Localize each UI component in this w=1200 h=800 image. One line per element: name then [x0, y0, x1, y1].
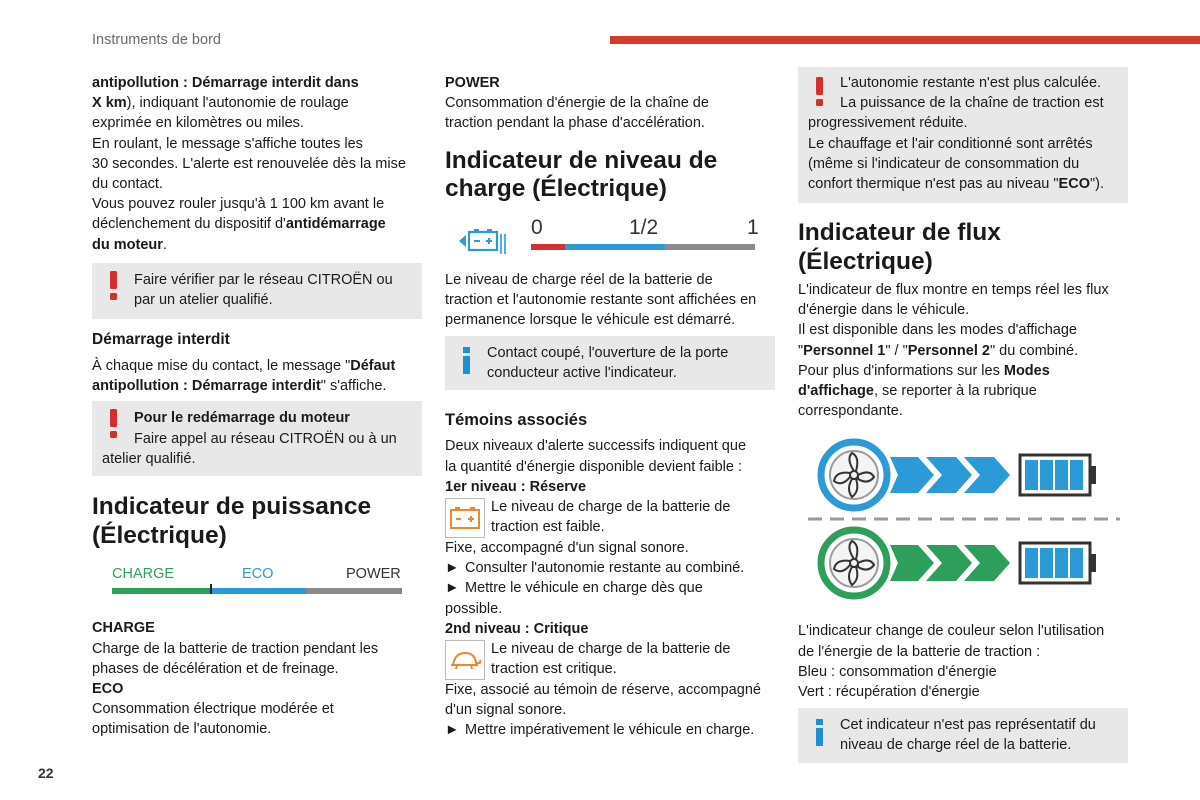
text-line: Vert : récupération d'énergie [798, 684, 980, 701]
page-number: 22 [38, 765, 54, 781]
text-line: Deux niveaux d'alerte successifs indiquent que [445, 438, 747, 455]
text-line: la quantité d'énergie disponible devient faible : [445, 458, 743, 475]
text-line: L'indicateur de flux montre en temps réel les flux [798, 282, 1109, 298]
text: . [162, 236, 167, 253]
battery-reserve-icon [445, 498, 485, 538]
text-line: traction pendant la phase d'accélération. [445, 115, 705, 132]
level1-block [445, 497, 775, 538]
gauge-label-power: POWER [346, 566, 401, 583]
text: À chaque mise du contact, le message " [92, 358, 351, 375]
battery-icon [1020, 543, 1096, 583]
text: " du combiné. [989, 342, 1079, 359]
warning-note [92, 401, 422, 476]
text-bold: antipollution : Démarrage interdit dans [92, 75, 359, 91]
text-line: Consommation d'énergie de la chaîne de [445, 95, 709, 112]
text-line: Consommation électrique modérée et [92, 701, 334, 718]
info-icon [812, 718, 828, 752]
text-bold: X km [92, 95, 127, 112]
text-line: d'un signal sonore. [445, 702, 567, 719]
section-heading: Démarrage interdit [92, 330, 230, 348]
text-bold: antidémarrage [285, 216, 386, 233]
warning-text: (même si l'indicateur de consommation du [808, 155, 1080, 172]
info-note [798, 708, 1128, 763]
text-line: de l'énergie de la batterie de traction : [798, 643, 1041, 660]
gauge-segment-power [306, 588, 402, 594]
text-line: Le niveau de charge de la batterie de [491, 499, 731, 516]
warning-text: atelier qualifié. [102, 450, 196, 467]
text-line: traction est critique. [491, 661, 617, 678]
text: , se reporter à la rubrique [873, 383, 1037, 400]
bullet-arrow-icon: ► [445, 580, 460, 597]
section-heading: Témoins associés [445, 411, 588, 430]
text-line: Le niveau de charge de la batterie de [491, 641, 731, 658]
text-line: optimisation de l'autonomie. [92, 721, 272, 738]
text-line: En roulant, le message s'affiche toutes les [92, 135, 363, 152]
section-title: Indicateur de niveau de [445, 146, 718, 174]
column-1 [92, 73, 422, 740]
text: Pour plus d'informations sur les [798, 362, 1004, 379]
level2-block [445, 639, 775, 680]
warning-note [92, 263, 422, 319]
text-line: d'énergie dans le véhicule. [798, 302, 970, 319]
column-2 [445, 73, 775, 741]
section-title: (Électrique) [798, 247, 933, 275]
text: " s'affiche. [320, 378, 387, 395]
warning-text: Faire appel au réseau CITROËN ou à un [134, 430, 397, 447]
column-3 [798, 67, 1128, 763]
text-line: du contact. [92, 176, 163, 193]
section-title: (Électrique) [92, 521, 227, 549]
text-line: Il est disponible dans les modes d'affichage [798, 322, 1077, 339]
subheading: ECO [92, 681, 124, 698]
warning-icon [106, 407, 122, 441]
header-accent-bar [610, 36, 1200, 44]
text: déclenchement du dispositif d' [92, 216, 286, 233]
text-bold: d'affichage [798, 383, 874, 400]
charge-bar-gray [665, 244, 755, 250]
text-line: Vous pouvez rouler jusqu'à 1 100 km avant le [92, 196, 385, 213]
text: Mettre impérativement le véhicule en charge. [465, 722, 755, 739]
fan-icon [821, 442, 887, 508]
scale-label-one: 1 [747, 215, 759, 239]
warning-text: Le chauffage et l'air conditionné sont arrêtés [808, 135, 1093, 152]
text-line: 30 secondes. L'alerte est renouvelée dès la mise [92, 155, 406, 172]
section-title: Indicateur de flux [798, 219, 1001, 246]
text-bold: Personnel 2 [907, 342, 990, 359]
text: " / " [885, 342, 908, 359]
warning-icon [812, 75, 828, 109]
charge-bar-blue [565, 244, 665, 250]
text-line: possible. [445, 600, 503, 617]
fan-icon [821, 530, 887, 596]
info-text: Contact coupé, l'ouverture de la porte [487, 345, 729, 362]
charge-bar-red [531, 244, 565, 250]
warning-icon [106, 269, 122, 303]
warning-title: Pour le redémarrage du moteur [134, 410, 350, 427]
warning-text: L'autonomie restante n'est plus calculée. [840, 75, 1102, 91]
warning-text: progressivement réduite. [808, 115, 968, 132]
info-text: niveau de charge réel de la batterie. [840, 737, 1072, 754]
text-bold: ECO [1058, 176, 1090, 193]
text: "). [1089, 176, 1104, 193]
running-header: Instruments de bord [92, 32, 221, 48]
battery-arrow-icon [457, 226, 507, 262]
gauge-label-charge: CHARGE [112, 566, 175, 583]
turtle-icon [445, 640, 485, 680]
subheading: 1er niveau : Réserve [445, 478, 587, 495]
text-line: correspondante. [798, 403, 903, 420]
battery-icon [1020, 455, 1096, 495]
power-gauge [92, 564, 422, 602]
text-bold: Modes [1003, 362, 1050, 379]
charge-level-gauge [445, 216, 775, 262]
subheading: CHARGE [92, 620, 155, 637]
text-line: Fixe, associé au témoin de réserve, accompagné [445, 682, 761, 699]
text-line: Charge de la batterie de traction pendant les [92, 640, 379, 657]
warning-note [798, 67, 1128, 203]
bullet-arrow-icon: ► [445, 722, 460, 739]
flow-indicator-figure [798, 429, 1128, 621]
text: ), indiquant l'autonomie de roulage [126, 95, 349, 112]
text-line: traction est faible. [491, 519, 605, 536]
warning-text: par un atelier qualifié. [134, 292, 273, 309]
warning-text: La puissance de la chaîne de traction est [840, 95, 1104, 112]
text-line: traction et l'autonomie restante sont affichées en [445, 291, 757, 308]
text: confort thermique n'est pas au niveau " [808, 176, 1059, 193]
text: " [798, 342, 804, 359]
info-icon [459, 346, 475, 380]
text-line: L'indicateur change de couleur selon l'utilisation [798, 623, 1105, 640]
gauge-segment-eco [212, 588, 306, 594]
text-line: Bleu : consommation d'énergie [798, 663, 997, 680]
gauge-label-eco: ECO [242, 566, 274, 583]
text-line: Fixe, accompagné d'un signal sonore. [445, 540, 689, 557]
gauge-segment-charge [112, 588, 210, 594]
bullet-arrow-icon: ► [445, 560, 460, 577]
text-bold: antipollution : Démarrage interdit [92, 378, 321, 395]
scale-label-zero: 0 [531, 215, 543, 239]
info-note [445, 336, 775, 390]
text-bold: du moteur [92, 236, 163, 253]
text-line: exprimée en kilomètres ou miles. [92, 115, 304, 132]
subheading: POWER [445, 75, 500, 91]
info-text: Cet indicateur n'est pas représentatif du [840, 717, 1096, 734]
text-line: phases de décélération et de freinage. [92, 660, 339, 677]
section-title: charge (Électrique) [445, 175, 667, 203]
section-title: Indicateur de puissance [92, 493, 372, 521]
text-line: permanence lorsque le véhicule est démarré. [445, 312, 736, 329]
flow-indicator-graphic [798, 429, 1128, 621]
text-bold: Défaut [350, 358, 396, 375]
text: Mettre le véhicule en charge dès que [465, 580, 703, 597]
text: Consulter l'autonomie restante au combiné. [465, 560, 745, 577]
info-text: conducteur active l'indicateur. [487, 365, 677, 382]
scale-label-half: 1/2 [629, 215, 659, 239]
text-line: Le niveau de charge réel de la batterie de [445, 271, 713, 288]
subheading: 2nd niveau : Critique [445, 620, 589, 637]
warning-text: Faire vérifier par le réseau CITROËN ou [134, 271, 393, 288]
text-bold: Personnel 1 [803, 342, 886, 359]
